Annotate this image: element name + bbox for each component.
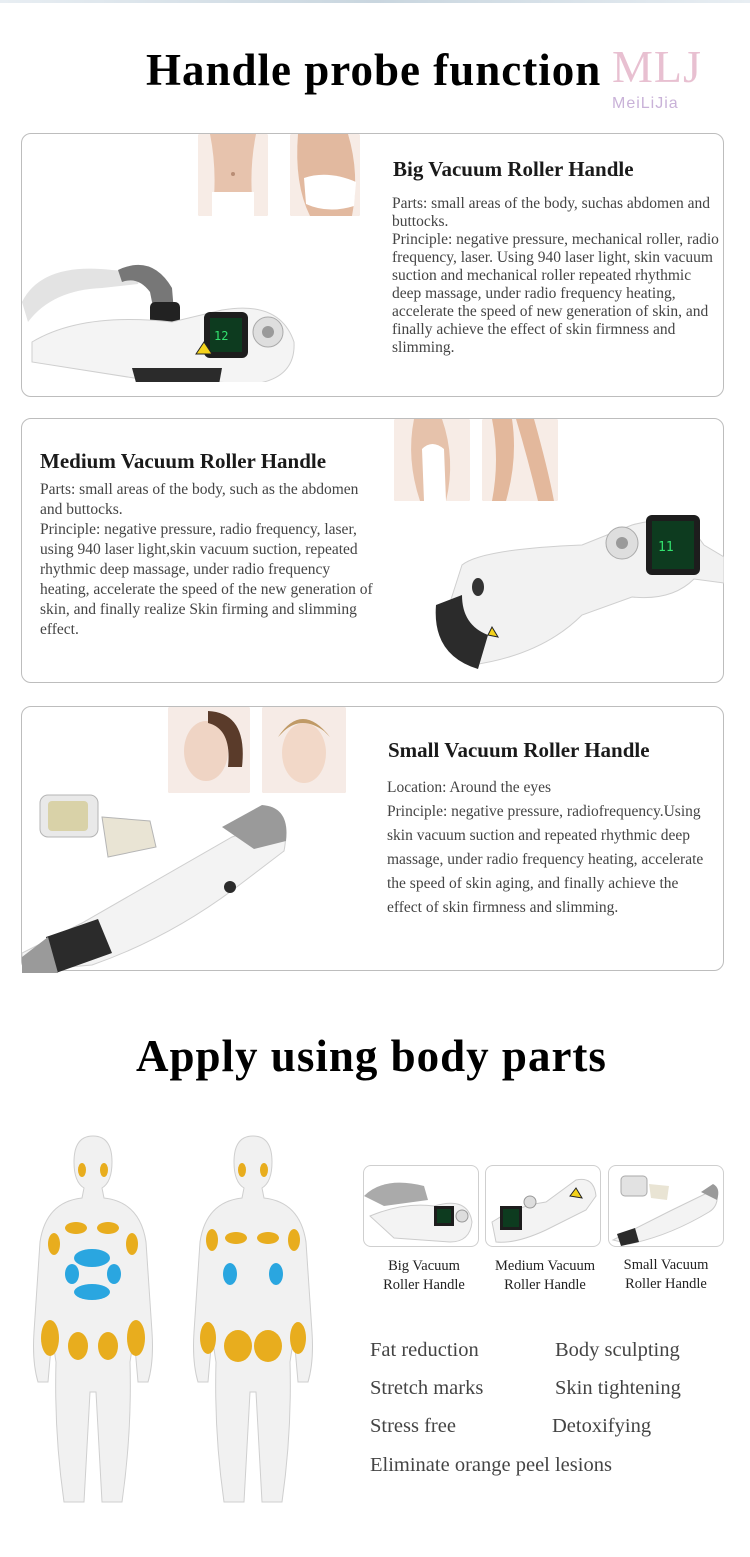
handle-principle-text: Principle: negative pressure, radio frequency, laser, using 940 laser light,skin vacuum suction, repeated rhythmic deep massage, under radio frequency heating, accelerate the speed of the new generation of skin, and finally realize Skin firming and slimming effect.: [40, 521, 373, 638]
handle-title: Small Vacuum Roller Handle: [388, 738, 650, 762]
handle-card-big: [21, 133, 724, 397]
benefit-item: Fat reduction: [370, 1339, 479, 1361]
handle-card-medium: [21, 418, 724, 683]
thumbnail-big-handle: [363, 1165, 479, 1247]
handle-title: Big Vacuum Roller Handle: [393, 157, 634, 181]
legs-photo: [482, 419, 558, 501]
handle-title: Medium Vacuum Roller Handle: [40, 449, 327, 473]
section-title-apply-body: Apply using body parts: [136, 1031, 607, 1081]
thumbnail-label-small: Small Vacuum Roller Handle: [623, 1257, 709, 1292]
handle-principle-text: Principle: negative pressure, mechanical roller, radio frequency, laser. Using 940 laser light, skin vacuum suction and mechanical roller repeated rhythmic deep massage, under radio frequency heating, accelerate the speed of new generation of skin, and finally achieve the effect of skin firmness and slimming.: [392, 231, 719, 356]
handle-parts-text: Parts: small areas of the body, such as the abdomen and buttocks.: [40, 481, 359, 518]
handle-description: [40, 480, 376, 640]
small-handle-device-image: [22, 787, 322, 973]
thumbnail-small-handle: [608, 1165, 724, 1247]
section-title-handle-probe: Handle probe function: [146, 45, 602, 95]
benefit-item: Stretch marks: [370, 1377, 484, 1399]
big-handle-device-image: [22, 192, 312, 382]
brand-logo-subtitle: MeiLiJia: [612, 95, 679, 112]
handle-card-small: [21, 706, 724, 971]
face-photo-2: [262, 707, 346, 793]
body-back-figure: [190, 1132, 316, 1508]
face-photo-1: [168, 707, 250, 793]
top-divider: [0, 0, 750, 3]
svg-text:12: 12: [214, 329, 229, 343]
benefit-item: Skin tightening: [555, 1377, 681, 1399]
arm-photo: [394, 419, 470, 501]
medium-handle-device-image: [432, 505, 724, 675]
brand-logo: MLJ: [612, 41, 702, 92]
svg-text:11: 11: [658, 540, 674, 555]
thumbnail-medium-handle: [485, 1165, 601, 1247]
benefit-item: Eliminate orange peel lesions: [370, 1454, 612, 1476]
body-front-figure: [30, 1132, 156, 1508]
benefit-item: Stress free: [370, 1415, 456, 1437]
handle-parts-text: Location: Around the eyes: [387, 779, 551, 796]
thumbnail-label-medium: Medium Vacuum Roller Handle: [494, 1258, 595, 1293]
benefit-item: Detoxifying: [552, 1415, 652, 1437]
handle-description: [392, 195, 720, 357]
handle-description: [387, 776, 717, 920]
handle-principle-text: Principle: negative pressure, radiofrequency.Using skin vacuum suction and repeated rhythmic deep massage, under radio frequency heating, accelerate the speed of skin aging, and finally achieve the effect of skin firmness and slimming.: [387, 803, 704, 916]
thumbnail-label-big: Big Vacuum Roller Handle: [383, 1258, 465, 1293]
benefit-item: Body sculpting: [555, 1339, 680, 1361]
handle-parts-text: Parts: small areas of the body, suchas abdomen and buttocks.: [392, 195, 710, 230]
